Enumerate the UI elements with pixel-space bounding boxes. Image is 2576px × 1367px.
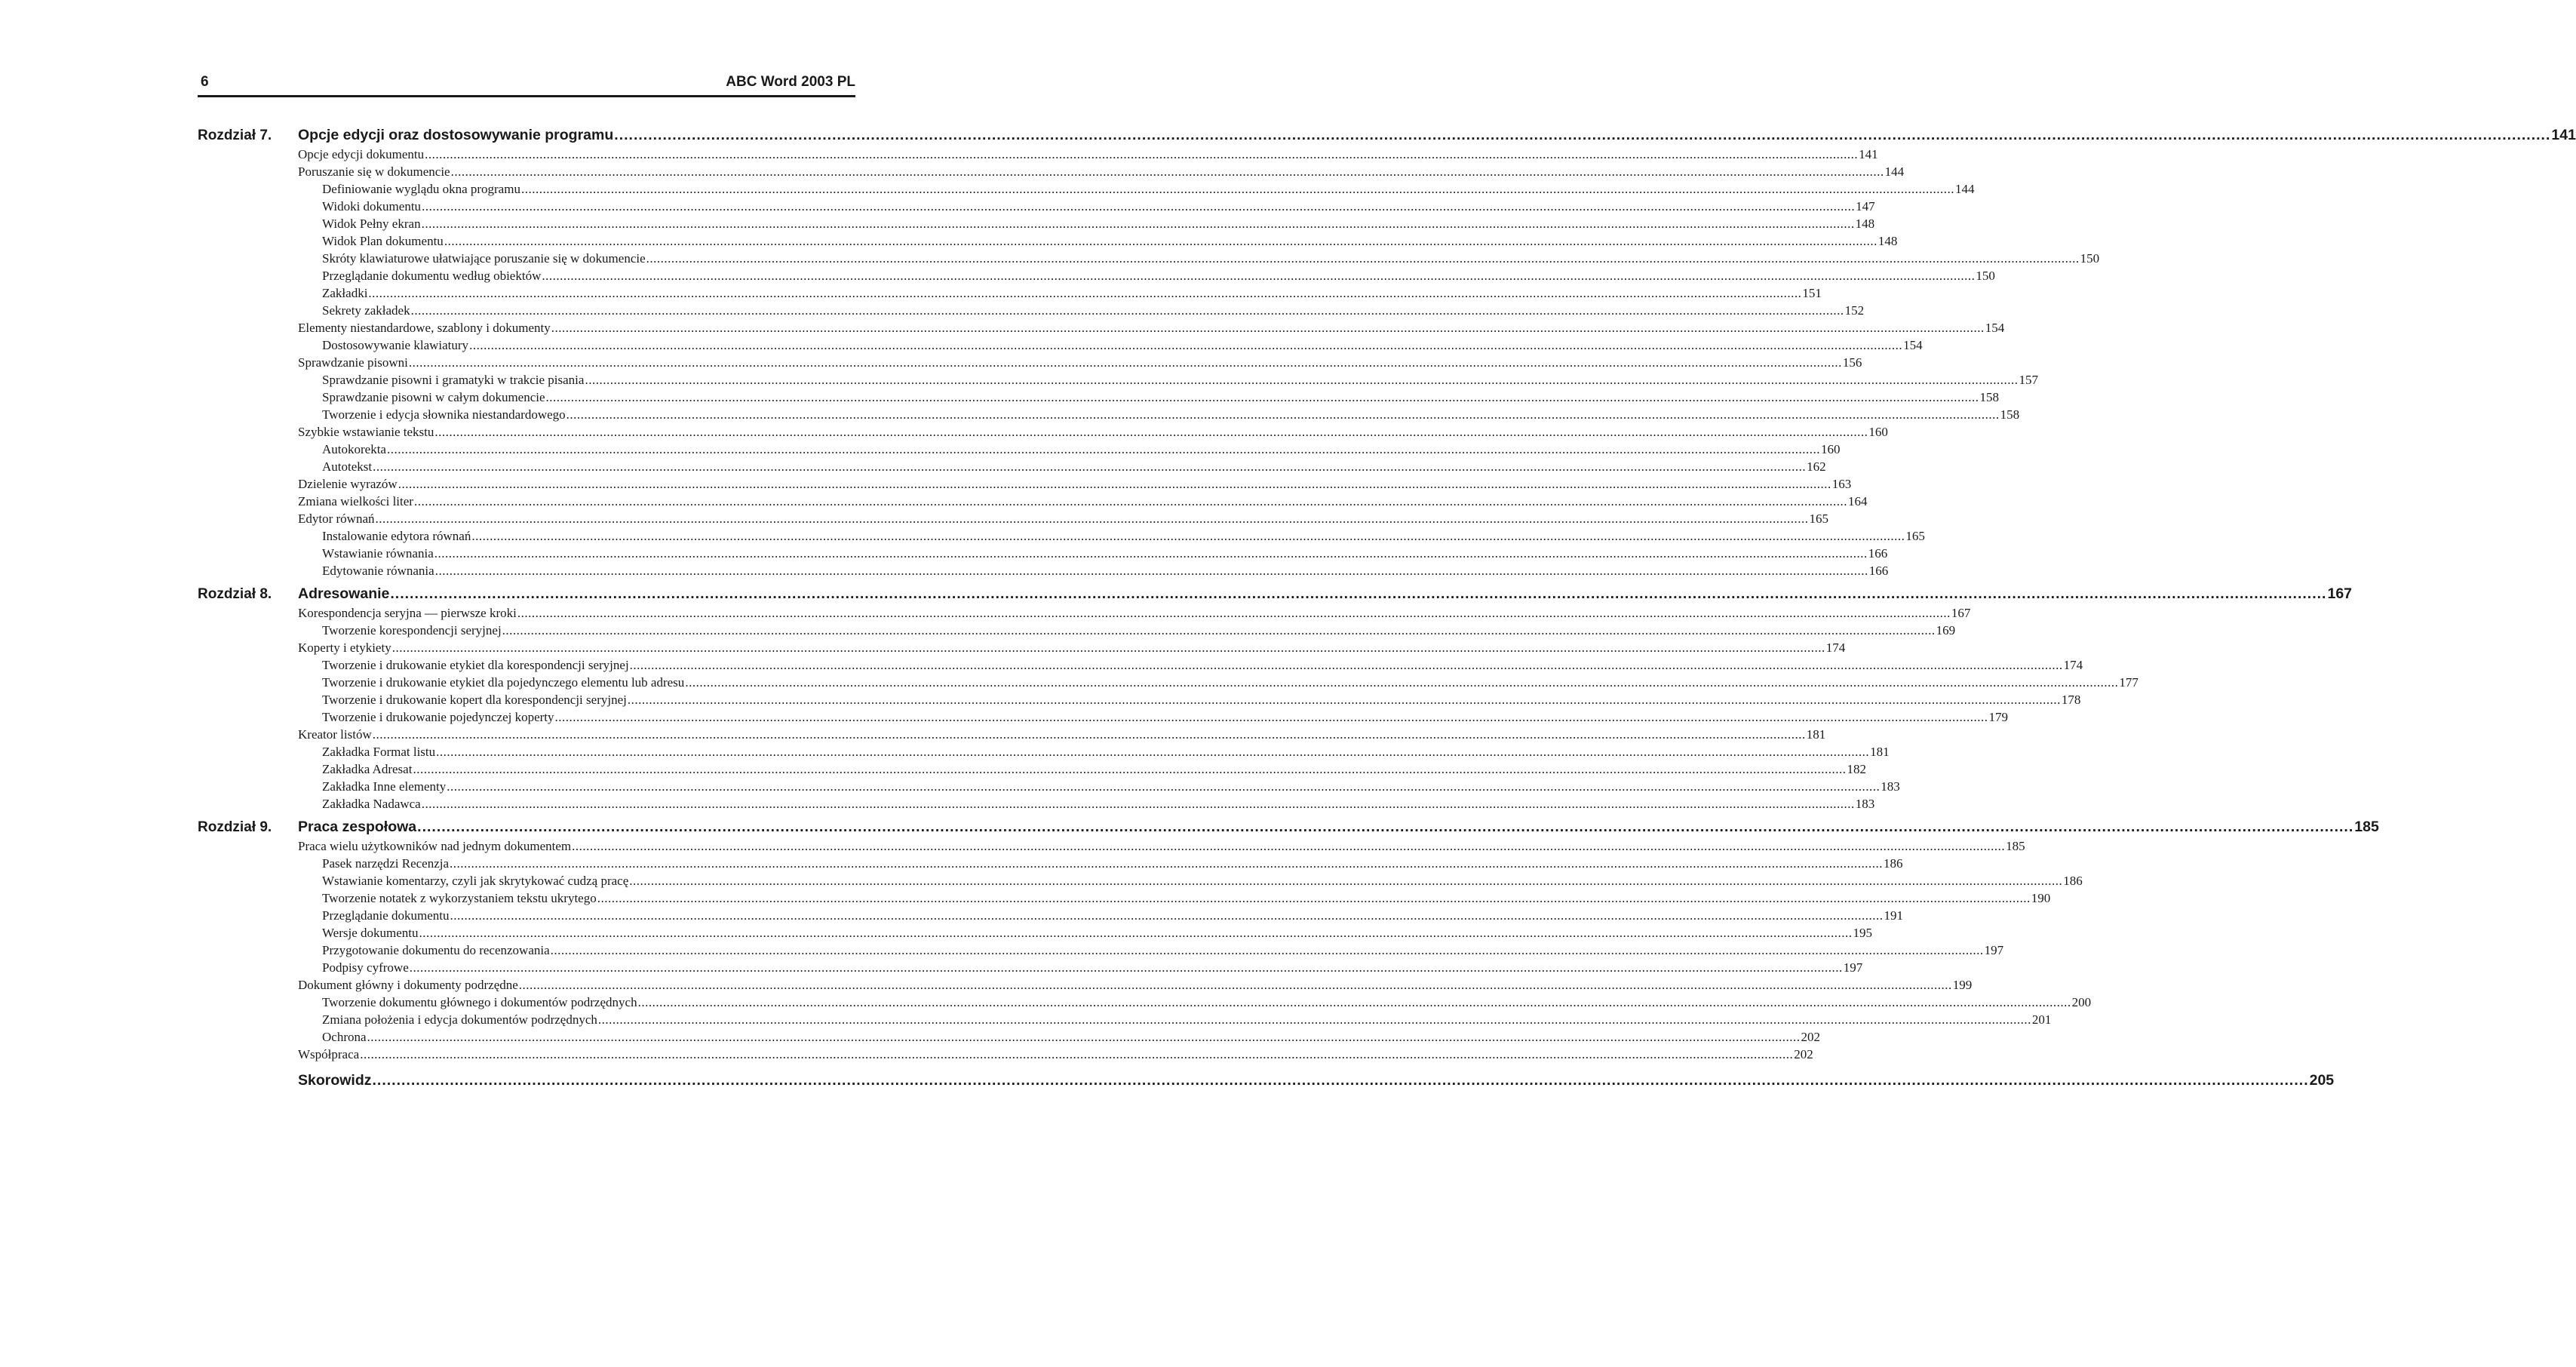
entry-title: Opcje edycji dokumentu xyxy=(298,147,425,161)
chapter-title-entry[interactable] xyxy=(298,125,2576,146)
entry-title: Widok Pełny ekran xyxy=(322,217,421,231)
dot-leader: ................................................................................................................................................................................................................................................................................................................................................................................................................ xyxy=(518,978,1952,992)
dot-leader: ................................................................................................................................................................................................................................................................................................................................................................................................................ xyxy=(450,164,1884,179)
entry-title: Koperty i etykiety xyxy=(298,640,391,655)
dot-leader: ................................................................................................................................................................................................................................................................................................................................................................................................................ xyxy=(614,127,2551,143)
dot-leader: ................................................................................................................................................................................................................................................................................................................................................................................................................ xyxy=(450,908,1884,923)
toc-subsection-entry[interactable] xyxy=(298,907,1904,924)
entry-title: Zakładka Format listu xyxy=(322,745,436,759)
chapter-label: Rozdział 8. xyxy=(198,586,272,602)
table-of-contents xyxy=(198,121,2576,1091)
dot-leader: ................................................................................................................................................................................................................................................................................................................................................................................................................ xyxy=(408,355,1842,370)
toc-subsection-entry[interactable] xyxy=(298,622,1956,639)
entry-page-number: 185 xyxy=(2006,839,2025,853)
dot-leader: ................................................................................................................................................................................................................................................................................................................................................................................................................ xyxy=(629,658,2063,672)
entry-page-number: 156 xyxy=(1842,355,1862,370)
entry-title: Tworzenie notatek z wykorzystaniem tekstu ukrytego xyxy=(322,891,597,905)
entry-page-number: 167 xyxy=(1951,606,1971,620)
entry-page-number: 147 xyxy=(1856,199,1875,213)
running-title: ABC Word 2003 PL xyxy=(726,74,855,90)
dot-leader: ................................................................................................................................................................................................................................................................................................................................................................................................................ xyxy=(375,511,1809,526)
chapter-title: Opcje edycji oraz dostosowywanie programu xyxy=(298,127,614,143)
dot-leader: ................................................................................................................................................................................................................................................................................................................................................................................................................ xyxy=(390,585,2327,602)
entry-title: Wstawianie komentarzy, czyli jak skrytykować cudzą pracę xyxy=(322,874,629,888)
toc-subsection-entry[interactable] xyxy=(298,959,1863,976)
dot-leader: ................................................................................................................................................................................................................................................................................................................................................................................................................ xyxy=(421,797,1855,811)
entry-page-number: 158 xyxy=(2000,407,2020,422)
entry-page-number: 148 xyxy=(1878,234,1898,248)
dot-leader: ................................................................................................................................................................................................................................................................................................................................................................................................................ xyxy=(572,839,2006,853)
entry-title: Sprawdzanie pisowni w całym dokumencie xyxy=(322,390,545,404)
toc-section-entry[interactable] xyxy=(298,354,1862,371)
page-header xyxy=(198,72,855,97)
dot-leader: ................................................................................................................................................................................................................................................................................................................................................................................................................ xyxy=(398,477,1831,491)
toc-subsection-entry[interactable] xyxy=(298,760,1866,778)
dot-leader: ................................................................................................................................................................................................................................................................................................................................................................................................................ xyxy=(597,1012,2031,1027)
entry-page-number: 201 xyxy=(2031,1012,2052,1027)
entry-page-number: 174 xyxy=(2063,658,2083,672)
toc-section-entry[interactable] xyxy=(298,604,1971,622)
entry-title: Wersje dokumentu xyxy=(322,926,419,940)
toc-subsection-entry[interactable] xyxy=(298,708,2009,726)
entry-page-number: 154 xyxy=(1985,321,2005,335)
dot-leader: ................................................................................................................................................................................................................................................................................................................................................................................................................ xyxy=(413,494,1847,508)
chapter-page-number: 167 xyxy=(2327,585,2353,602)
entry-page-number: 151 xyxy=(1802,286,1822,300)
dot-leader: ................................................................................................................................................................................................................................................................................................................................................................................................................ xyxy=(391,640,1825,655)
entry-page-number: 165 xyxy=(1905,529,1925,543)
toc-section-entry[interactable] xyxy=(298,639,1846,656)
toc-section-entry[interactable] xyxy=(298,475,1852,493)
toc-section-entry[interactable] xyxy=(298,146,1878,163)
dot-leader: ................................................................................................................................................................................................................................................................................................................................................................................................................ xyxy=(471,529,1905,543)
entry-title: Autotekst xyxy=(322,459,373,474)
entry-title: Skróty klawiaturowe ułatwiające poruszanie się w dokumencie xyxy=(322,251,646,266)
entry-title: Zakładki xyxy=(322,286,368,300)
entry-page-number: 154 xyxy=(1903,338,1923,352)
dot-leader: ................................................................................................................................................................................................................................................................................................................................................................................................................ xyxy=(545,390,1979,404)
chapter-page-number: 141 xyxy=(2551,127,2576,143)
entry-page-number: 166 xyxy=(1868,564,1889,578)
entry-title: Poruszanie się w dokumencie xyxy=(298,164,450,179)
toc-subsection-entry[interactable] xyxy=(298,855,1903,872)
entry-page-number: 150 xyxy=(1976,269,1995,283)
entry-page-number: 148 xyxy=(1855,217,1875,231)
toc-subsection-entry[interactable] xyxy=(298,406,2020,423)
entry-page-number: 160 xyxy=(1820,442,1841,456)
entry-title: Tworzenie i drukowanie etykiet dla korespondencji seryjnej xyxy=(322,658,629,672)
entry-page-number: 200 xyxy=(2071,995,2092,1009)
dot-leader: ................................................................................................................................................................................................................................................................................................................................................................................................................ xyxy=(646,251,2080,266)
entry-title: Zmiana położenia i edycja dokumentów podrzędnych xyxy=(322,1012,597,1027)
entry-title: Elementy niestandardowe, szablony i dokumenty xyxy=(298,321,551,335)
entry-page-number: 183 xyxy=(1881,779,1900,794)
dot-leader: ................................................................................................................................................................................................................................................................................................................................................................................................................ xyxy=(520,182,1954,196)
entry-title: Przeglądanie dokumentu xyxy=(322,908,450,923)
entry-page-number: 141 xyxy=(1859,147,1878,161)
dot-leader: ................................................................................................................................................................................................................................................................................................................................................................................................................ xyxy=(372,727,1806,742)
entry-title: Dostosowywanie klawiatury xyxy=(322,338,469,352)
dot-leader: ................................................................................................................................................................................................................................................................................................................................................................................................................ xyxy=(502,623,1936,637)
entry-title: Definiowanie wyglądu okna programu xyxy=(322,182,520,196)
entry-page-number: 166 xyxy=(1868,546,1888,561)
dot-leader: ................................................................................................................................................................................................................................................................................................................................................................................................................ xyxy=(419,926,1853,940)
entry-title: Korespondencja seryjna — pierwsze kroki xyxy=(298,606,517,620)
dot-leader: ................................................................................................................................................................................................................................................................................................................................................................................................................ xyxy=(551,321,1985,335)
entry-title: Tworzenie i edycja słownika niestandardowego xyxy=(322,407,566,422)
dot-leader: ................................................................................................................................................................................................................................................................................................................................................................................................................ xyxy=(629,874,2063,888)
entry-page-number: 186 xyxy=(2063,874,2083,888)
dot-leader: ................................................................................................................................................................................................................................................................................................................................................................................................................ xyxy=(409,960,1843,975)
entry-title: Dzielenie wyrazów xyxy=(298,477,398,491)
dot-leader: ................................................................................................................................................................................................................................................................................................................................................................................................................ xyxy=(597,891,2031,905)
entry-title: Sekrety zakładek xyxy=(322,303,410,318)
entry-title: Instalowanie edytora równań xyxy=(322,529,471,543)
dot-leader: ................................................................................................................................................................................................................................................................................................................................................................................................................ xyxy=(372,1072,2309,1089)
dot-leader: ................................................................................................................................................................................................................................................................................................................................................................................................................ xyxy=(542,269,1976,283)
toc-section-entry[interactable] xyxy=(298,163,1905,180)
entry-title: Ochrona xyxy=(322,1030,367,1044)
dot-leader: ................................................................................................................................................................................................................................................................................................................................................................................................................ xyxy=(434,564,1868,578)
dot-leader: ................................................................................................................................................................................................................................................................................................................................................................................................................ xyxy=(436,745,1870,759)
entry-page-number: 150 xyxy=(2080,251,2100,266)
toc-subsection-entry[interactable] xyxy=(298,1028,1821,1046)
dot-leader: ................................................................................................................................................................................................................................................................................................................................................................................................................ xyxy=(422,199,1856,213)
entry-title: Podpisy cyfrowe xyxy=(322,960,409,975)
entry-title: Tworzenie korespondencji seryjnej xyxy=(322,623,502,637)
entry-title: Sprawdzanie pisowni i gramatyki w trakcie pisania xyxy=(322,373,585,387)
chapter-title: Adresowanie xyxy=(298,585,390,602)
entry-page-number: 169 xyxy=(1936,623,1956,637)
dot-leader: ................................................................................................................................................................................................................................................................................................................................................................................................................ xyxy=(368,286,1802,300)
entry-title: Edytowanie równania xyxy=(322,564,434,578)
chapter-title-entry[interactable] xyxy=(298,817,2379,837)
entry-page-number: 179 xyxy=(1988,710,2009,724)
chapter-block xyxy=(198,1071,2335,1091)
page-number: 6 xyxy=(201,74,209,90)
toc-section-entry[interactable] xyxy=(298,510,1829,527)
entry-page-number: 144 xyxy=(1884,164,1905,179)
dot-leader: ................................................................................................................................................................................................................................................................................................................................................................................................................ xyxy=(434,425,1868,439)
toc-subsection-entry[interactable] xyxy=(298,336,1923,354)
toc-section-entry[interactable] xyxy=(298,1046,1813,1063)
toc-subsection-entry[interactable] xyxy=(298,691,2081,708)
dot-leader: ................................................................................................................................................................................................................................................................................................................................................................................................................ xyxy=(367,1030,1801,1044)
entry-title: Tworzenie i drukowanie pojedynczej koperty xyxy=(322,710,554,724)
dot-leader: ................................................................................................................................................................................................................................................................................................................................................................................................................ xyxy=(360,1047,1794,1061)
entry-title: Wstawianie równania xyxy=(322,546,434,561)
toc-subsection-entry[interactable] xyxy=(298,527,1925,545)
dot-leader: ................................................................................................................................................................................................................................................................................................................................................................................................................ xyxy=(447,779,1881,794)
dot-leader: ................................................................................................................................................................................................................................................................................................................................................................................................................ xyxy=(421,217,1855,231)
dot-leader: ................................................................................................................................................................................................................................................................................................................................................................................................................ xyxy=(410,303,1844,318)
entry-page-number: 157 xyxy=(2019,373,2038,387)
toc-subsection-entry[interactable] xyxy=(298,1011,2052,1028)
entry-page-number: 190 xyxy=(2031,891,2051,905)
entry-title: Tworzenie i drukowanie kopert dla korespondencji seryjnej xyxy=(322,693,627,707)
entry-page-number: 202 xyxy=(1794,1047,1813,1061)
entry-page-number: 158 xyxy=(1979,390,2000,404)
entry-title: Tworzenie dokumentu głównego i dokumentów podrzędnych xyxy=(322,995,637,1009)
toc-subsection-entry[interactable] xyxy=(298,778,1900,795)
toc-subsection-entry[interactable] xyxy=(298,458,1826,475)
entry-page-number: 164 xyxy=(1847,494,1868,508)
toc-subsection-entry[interactable] xyxy=(298,994,2092,1011)
entry-page-number: 174 xyxy=(1825,640,1846,655)
chapter-page-number: 185 xyxy=(2354,819,2379,835)
chapter-label: Rozdział 7. xyxy=(198,127,272,143)
toc-subsection-entry[interactable] xyxy=(298,942,2004,959)
entry-page-number: 202 xyxy=(1801,1030,1821,1044)
dot-leader: ................................................................................................................................................................................................................................................................................................................................................................................................................ xyxy=(550,943,1984,957)
toc-subsection-entry[interactable] xyxy=(298,267,1995,284)
entry-page-number: 181 xyxy=(1870,745,1890,759)
toc-subsection-entry[interactable] xyxy=(298,250,2100,267)
entry-title: Pasek narzędzi Recenzja xyxy=(322,856,450,871)
dot-leader: ................................................................................................................................................................................................................................................................................................................................................................................................................ xyxy=(566,407,2000,422)
chapter-block xyxy=(198,125,2576,579)
entry-page-number: 197 xyxy=(1843,960,1863,975)
entry-title: Edytor równań xyxy=(298,511,375,526)
toc-section-entry[interactable] xyxy=(298,319,2005,336)
dot-leader: ................................................................................................................................................................................................................................................................................................................................................................................................................ xyxy=(469,338,1903,352)
entry-title: Szybkie wstawianie tekstu xyxy=(298,425,434,439)
entry-page-number: 186 xyxy=(1884,856,1903,871)
entry-title: Tworzenie i drukowanie etykiet dla pojedynczego elementu lub adresu xyxy=(322,675,685,690)
entry-page-number: 195 xyxy=(1853,926,1873,940)
dot-leader: ................................................................................................................................................................................................................................................................................................................................................................................................................ xyxy=(517,606,1951,620)
toc-subsection-entry[interactable] xyxy=(298,284,1822,302)
entry-title: Współpraca xyxy=(298,1047,360,1061)
entry-page-number: 197 xyxy=(1984,943,2004,957)
dot-leader: ................................................................................................................................................................................................................................................................................................................................................................................................................ xyxy=(585,373,2019,387)
toc-subsection-entry[interactable] xyxy=(298,889,2051,907)
entry-title: Widok Plan dokumentu xyxy=(322,234,444,248)
dot-leader: ................................................................................................................................................................................................................................................................................................................................................................................................................ xyxy=(637,995,2071,1009)
entry-page-number: 144 xyxy=(1954,182,1975,196)
dot-leader: ................................................................................................................................................................................................................................................................................................................................................................................................................ xyxy=(554,710,1988,724)
entry-page-number: 177 xyxy=(2119,675,2138,690)
toc-subsection-entry[interactable] xyxy=(298,371,2038,389)
entry-title: Zakładka Adresat xyxy=(322,762,413,776)
dot-leader: ................................................................................................................................................................................................................................................................................................................................................................................................................ xyxy=(386,442,1820,456)
toc-subsection-entry[interactable] xyxy=(298,545,1888,562)
chapter-block xyxy=(198,817,2379,1063)
entry-title: Zakładka Inne elementy xyxy=(322,779,447,794)
dot-leader: ................................................................................................................................................................................................................................................................................................................................................................................................................ xyxy=(627,693,2061,707)
toc-subsection-entry[interactable] xyxy=(298,795,1875,813)
entry-page-number: 178 xyxy=(2061,693,2081,707)
entry-title: Kreator listów xyxy=(298,727,372,742)
toc-subsection-entry[interactable] xyxy=(298,924,1873,942)
entry-title: Dokument główny i dokumenty podrzędne xyxy=(298,978,518,992)
entry-page-number: 162 xyxy=(1807,459,1826,474)
toc-subsection-entry[interactable] xyxy=(298,441,1841,458)
entry-title: Praca wielu użytkowników nad jednym dokumentem xyxy=(298,839,572,853)
entry-title: Przeglądanie dokumentu według obiektów xyxy=(322,269,542,283)
entry-page-number: 152 xyxy=(1844,303,1865,318)
toc-subsection-entry[interactable] xyxy=(298,674,2138,691)
entry-title: Widoki dokumentu xyxy=(322,199,422,213)
chapter-title-entry[interactable] xyxy=(298,1071,2335,1091)
entry-page-number: 163 xyxy=(1831,477,1852,491)
dot-leader: ................................................................................................................................................................................................................................................................................................................................................................................................................ xyxy=(434,546,1868,561)
chapter-page-number: 205 xyxy=(2309,1072,2335,1089)
dot-leader: ................................................................................................................................................................................................................................................................................................................................................................................................................ xyxy=(444,234,1878,248)
entry-page-number: 199 xyxy=(1952,978,1973,992)
entry-title: Zmiana wielkości liter xyxy=(298,494,413,508)
entry-page-number: 181 xyxy=(1806,727,1826,742)
chapter-title: Praca zespołowa xyxy=(298,819,417,835)
toc-subsection-entry[interactable] xyxy=(298,656,2083,674)
dot-leader: ................................................................................................................................................................................................................................................................................................................................................................................................................ xyxy=(450,856,1884,871)
toc-section-entry[interactable] xyxy=(298,837,2025,855)
dot-leader: ................................................................................................................................................................................................................................................................................................................................................................................................................ xyxy=(373,459,1807,474)
toc-subsection-entry[interactable] xyxy=(298,215,1875,232)
entry-page-number: 183 xyxy=(1855,797,1875,811)
chapter-label: Rozdział 9. xyxy=(198,819,272,835)
entry-page-number: 165 xyxy=(1809,511,1829,526)
entry-page-number: 160 xyxy=(1868,425,1888,439)
toc-section-entry[interactable] xyxy=(298,976,1973,994)
chapter-title: Skorowidz xyxy=(298,1072,372,1089)
toc-section-entry[interactable] xyxy=(298,493,1868,510)
toc-subsection-entry[interactable] xyxy=(298,232,1898,250)
dot-leader: ................................................................................................................................................................................................................................................................................................................................................................................................................ xyxy=(685,675,2119,690)
dot-leader: ................................................................................................................................................................................................................................................................................................................................................................................................................ xyxy=(413,762,1847,776)
chapter-block xyxy=(198,584,2353,813)
entry-title: Zakładka Nadawca xyxy=(322,797,421,811)
toc-subsection-entry[interactable] xyxy=(298,389,2000,406)
entry-title: Autokorekta xyxy=(322,442,386,456)
toc-subsection-entry[interactable] xyxy=(298,743,1890,760)
toc-subsection-entry[interactable] xyxy=(298,562,1889,579)
dot-leader: ................................................................................................................................................................................................................................................................................................................................................................................................................ xyxy=(417,819,2354,835)
toc-subsection-entry[interactable] xyxy=(298,198,1875,215)
toc-section-entry[interactable] xyxy=(298,423,1888,441)
dot-leader: ................................................................................................................................................................................................................................................................................................................................................................................................................ xyxy=(425,147,1859,161)
entry-page-number: 191 xyxy=(1884,908,1904,923)
toc-subsection-entry[interactable] xyxy=(298,872,2083,889)
chapter-title-entry[interactable] xyxy=(298,584,2353,604)
entry-title: Przygotowanie dokumentu do recenzowania xyxy=(322,943,550,957)
entry-page-number: 182 xyxy=(1847,762,1866,776)
toc-subsection-entry[interactable] xyxy=(298,302,1865,319)
entry-title: Sprawdzanie pisowni xyxy=(298,355,408,370)
toc-section-entry[interactable] xyxy=(298,726,1826,743)
toc-subsection-entry[interactable] xyxy=(298,180,1975,198)
